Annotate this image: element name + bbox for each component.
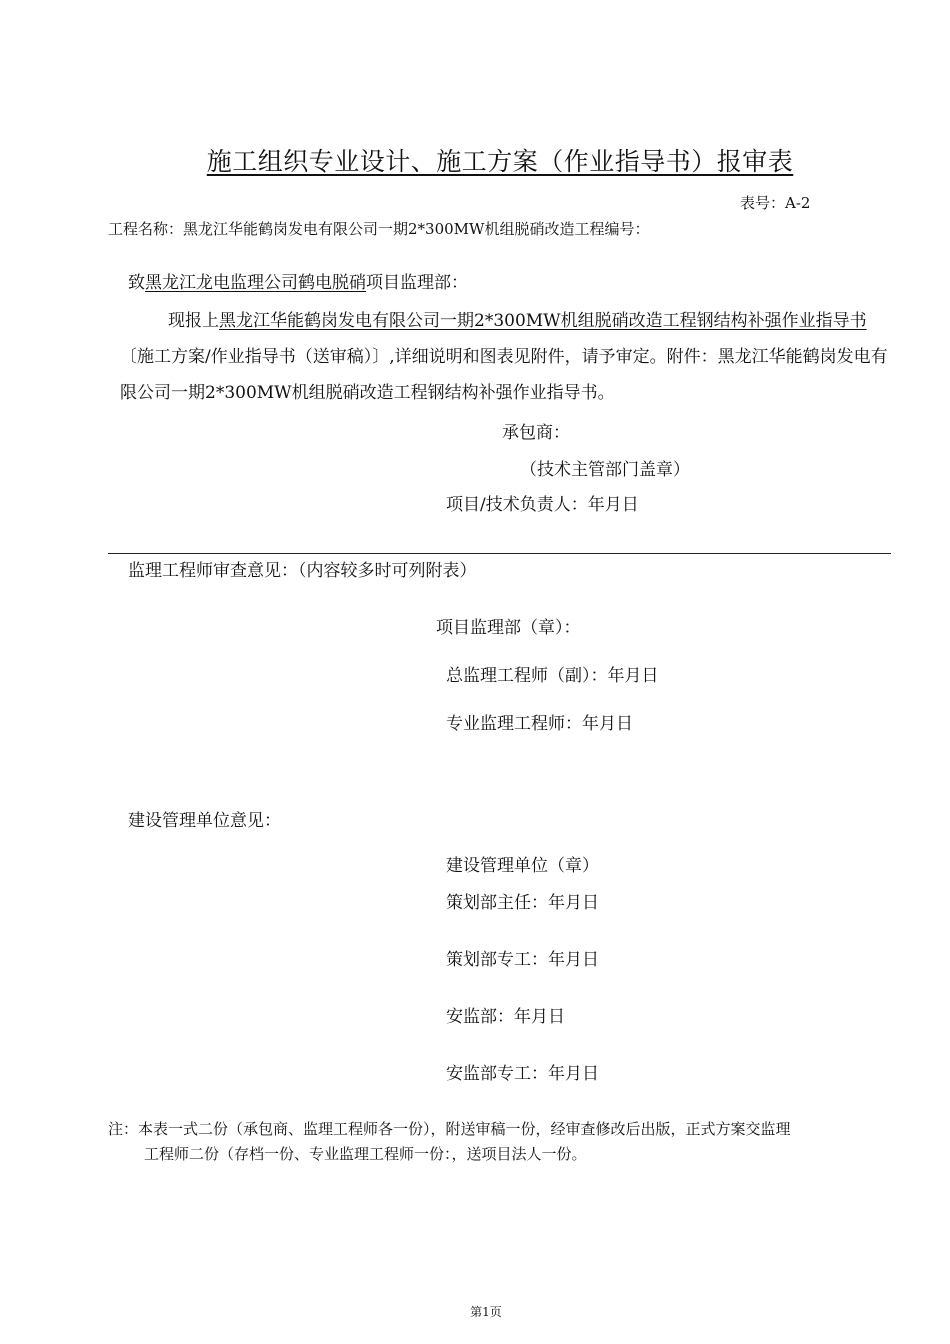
contractor-responsible: 项目/技术负责人：年月日	[446, 495, 639, 515]
supervisor-dept-seal: 项目监理部（章）：	[436, 618, 581, 638]
construction-heading: 建设管理单位意见：	[128, 811, 281, 831]
contractor-label: 承包商：	[502, 423, 570, 443]
footnote	[108, 1117, 893, 1167]
report-body: 〔施工方案/作业指导书（送审稿）〕,详细说明和图表见附件，请予审定。附件：黑龙江华能鹤岗发电有限公司一期2*300MW机组脱硝改造工程钢结构补强作业指导书。	[120, 347, 888, 403]
section-divider	[108, 553, 891, 554]
form-title: 施工组织专业设计、施工方案（作业指导书）报审表	[206, 147, 794, 176]
supervisor-heading: 监理工程师审查意见：（内容较多时可列附表）	[128, 561, 477, 581]
addressee-name: 黑龙江龙电监理公司鹤电脱硝	[145, 273, 366, 293]
project-name-line: 工程名称：黑龙江华能鹤岗发电有限公司一期2*300MW机组脱硝改造工程编号：	[108, 220, 650, 238]
supervisor-specialist: 专业监理工程师：年月日	[446, 714, 633, 734]
form-number: 表号：A-2	[740, 194, 811, 212]
page-number: 第1页	[470, 1305, 502, 1319]
report-paragraph	[120, 303, 890, 411]
report-lead: 现报上	[168, 311, 219, 331]
safety-dept: 安监部：年月日	[446, 1007, 565, 1027]
contractor-seal: （技术主管部门盖章）	[520, 460, 690, 480]
addressee-line	[128, 268, 468, 293]
report-document-name: 黑龙江华能鹤岗发电有限公司一期2*300MW机组脱硝改造工程钢结构补强作业指导书	[219, 311, 867, 331]
safety-engineer: 安监部专工：年月日	[446, 1064, 599, 1084]
addressee-suffix: 项目监理部：	[366, 273, 468, 293]
supervisor-chief: 总监理工程师（副）：年月日	[446, 666, 659, 686]
footnote-line-2: 工程师二份（存档一份、专业监理工程师一份：，送项目法人一份。	[144, 1145, 587, 1163]
planning-engineer: 策划部专工：年月日	[446, 950, 599, 970]
planning-director: 策划部主任：年月日	[446, 893, 599, 913]
footnote-line-1: 注：本表一式二份（承包商、监理工程师各一份），附送审稿一份，经审查修改后出版，正式方案交监理	[108, 1120, 791, 1138]
construction-unit-seal: 建设管理单位（章）	[446, 856, 599, 876]
addressee-prefix: 致	[128, 273, 145, 293]
